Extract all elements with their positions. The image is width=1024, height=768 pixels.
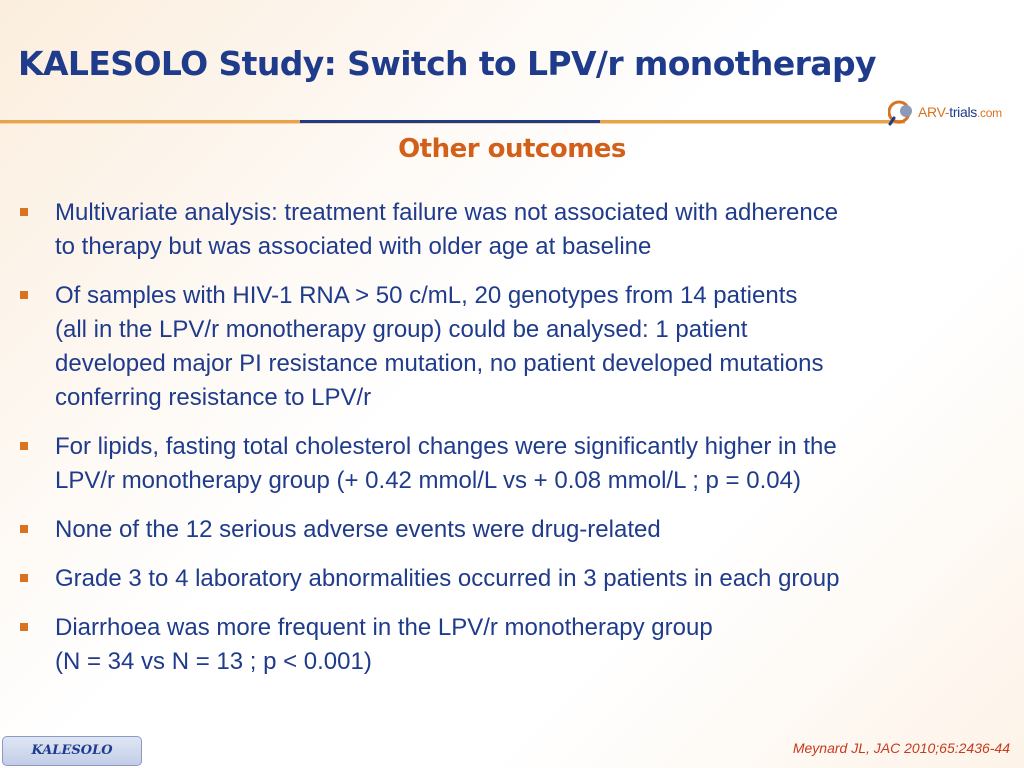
bullet-item — [20, 196, 1010, 264]
bullet-line: to therapy but was associated with older age at baseline — [55, 233, 652, 260]
logo-mark-icon — [888, 98, 918, 126]
bullet-line: LPV/r monotherapy group (+ 0.42 mmol/L vs + 0.08 mmol/L ; p = 0.04) — [55, 467, 801, 494]
logo-text: ARV-trials.com — [918, 104, 1002, 120]
square-bullet-icon — [20, 623, 28, 631]
bullet-line: Multivariate analysis: treatment failure was not associated with adherence — [55, 199, 839, 226]
bullet-line: Grade 3 to 4 laboratory abnormalities occurred in 3 patients in each group — [55, 565, 840, 592]
square-bullet-icon — [20, 291, 28, 299]
bullet-line: (N = 34 vs N = 13 ; p < 0.001) — [55, 648, 372, 675]
study-badge[interactable]: KALESOLO — [2, 736, 142, 766]
bullet-line: conferring resistance to LPV/r — [55, 384, 372, 411]
bullet-line: None of the 12 serious adverse events were drug-related — [55, 516, 661, 543]
bullet-line: For lipids, fasting total cholesterol changes were significantly higher in the — [55, 433, 837, 460]
bullet-line: developed major PI resistance mutation, no patient developed mutations — [55, 350, 824, 377]
square-bullet-icon — [20, 525, 28, 533]
square-bullet-icon — [20, 208, 28, 216]
bullet-item — [20, 513, 1010, 547]
arv-trials-logo — [888, 98, 1018, 126]
bullet-item — [20, 279, 1010, 415]
bullet-item — [20, 562, 1010, 596]
title-divider — [0, 120, 905, 126]
bullet-item — [20, 611, 1010, 679]
square-bullet-icon — [20, 442, 28, 450]
section-subtitle: Other outcomes — [398, 134, 626, 164]
bullet-item — [20, 430, 1010, 498]
bullet-line: Of samples with HIV-1 RNA > 50 c/mL, 20 genotypes from 14 patients — [55, 282, 798, 309]
citation: Meynard JL, JAC 2010;65:2436-44 — [792, 740, 1010, 756]
bullet-list — [20, 196, 1010, 694]
bullet-line: Diarrhoea was more frequent in the LPV/r monotherapy group — [55, 614, 713, 641]
bullet-line: (all in the LPV/r monotherapy group) could be analysed: 1 patient — [55, 316, 748, 343]
square-bullet-icon — [20, 574, 28, 582]
slide-title: KALESOLO Study: Switch to LPV/r monotherapy — [18, 44, 876, 83]
